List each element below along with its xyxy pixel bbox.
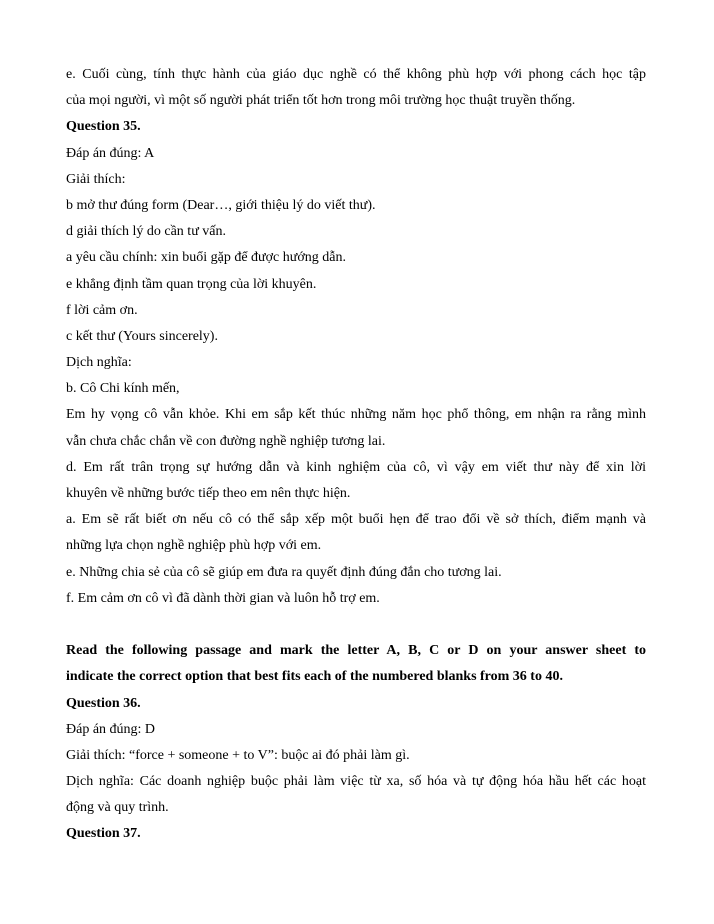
text-line: f. Em cảm ơn cô vì đã dành thời gian và luôn hỗ trợ em. (66, 590, 380, 606)
text-line: những lựa chọn nghề nghiệp phù hợp với em. (66, 538, 322, 554)
text-line: e. Cuối cùng, tính thực hành của giáo dục nghề có thể không phù hợp với phong cách học tập (66, 67, 646, 82)
heading-line: Read the following passage and mark the letter A, B, C or D on your answer sheet to (66, 643, 646, 659)
heading-line: Question 37. (66, 826, 141, 842)
text-line: Dịch nghĩa: (66, 355, 132, 371)
text-line: b mở thư đúng form (Dear…, giới thiệu lý do viết thư). (66, 197, 376, 213)
text-line: Giải thích: “force + someone + to V”: buộc ai đó phải làm gì. (66, 747, 410, 763)
text-line: Đáp án đúng: A (66, 145, 155, 161)
heading-line: indicate the correct option that best fits each of the numbered blanks from 36 to 40. (66, 669, 563, 685)
text-line: Đáp án đúng: D (66, 721, 156, 737)
text-line: vẫn chưa chắc chắn về con đường nghề nghiệp tương lai. (66, 433, 386, 449)
text-line: d. Em rất trân trọng sự hướng dẫn và kinh nghiệm của cô, vì vậy em viết thư này để xin lời (66, 459, 646, 475)
text-line: của mọi người, vì một số người phát triển tốt hơn trong môi trường học thuật truyền thống. (66, 93, 576, 109)
text-line: c kết thư (Yours sincerely). (66, 328, 218, 344)
text-line: Em hy vọng cô vẫn khỏe. Khi em sắp kết thúc những năm học phổ thông, em nhận ra rằng mình (66, 407, 646, 423)
heading-line: Question 35. (66, 119, 141, 135)
text-line: a yêu cầu chính: xin buổi gặp để được hướng dẫn. (66, 250, 346, 266)
document-page (66, 62, 646, 848)
text-line: khuyên về những bước tiếp theo em nên thực hiện. (66, 486, 351, 501)
text-line: e khẳng định tầm quan trọng của lời khuyên. (66, 276, 317, 292)
blank-line (66, 612, 646, 638)
text-line: b. Cô Chi kính mến, (66, 381, 180, 397)
heading-line: Question 36. (66, 695, 141, 711)
text-line: động và quy trình. (66, 800, 169, 816)
text-line: d giải thích lý do cần tư vấn. (66, 224, 226, 240)
text-line: Giải thích: (66, 171, 126, 187)
text-line: f lời cảm ơn. (66, 302, 138, 318)
text-line: e. Những chia sẻ của cô sẽ giúp em đưa ra quyết định đúng đắn cho tương lai. (66, 564, 502, 580)
text-line: Dịch nghĩa: Các doanh nghiệp buộc phải làm việc từ xa, số hóa và tự động hóa hầu hết các hoạt (66, 774, 646, 790)
text-line: a. Em sẽ rất biết ơn nếu cô có thể sắp xếp một buổi hẹn để trao đổi về sở thích, điểm mạnh và (66, 512, 646, 528)
